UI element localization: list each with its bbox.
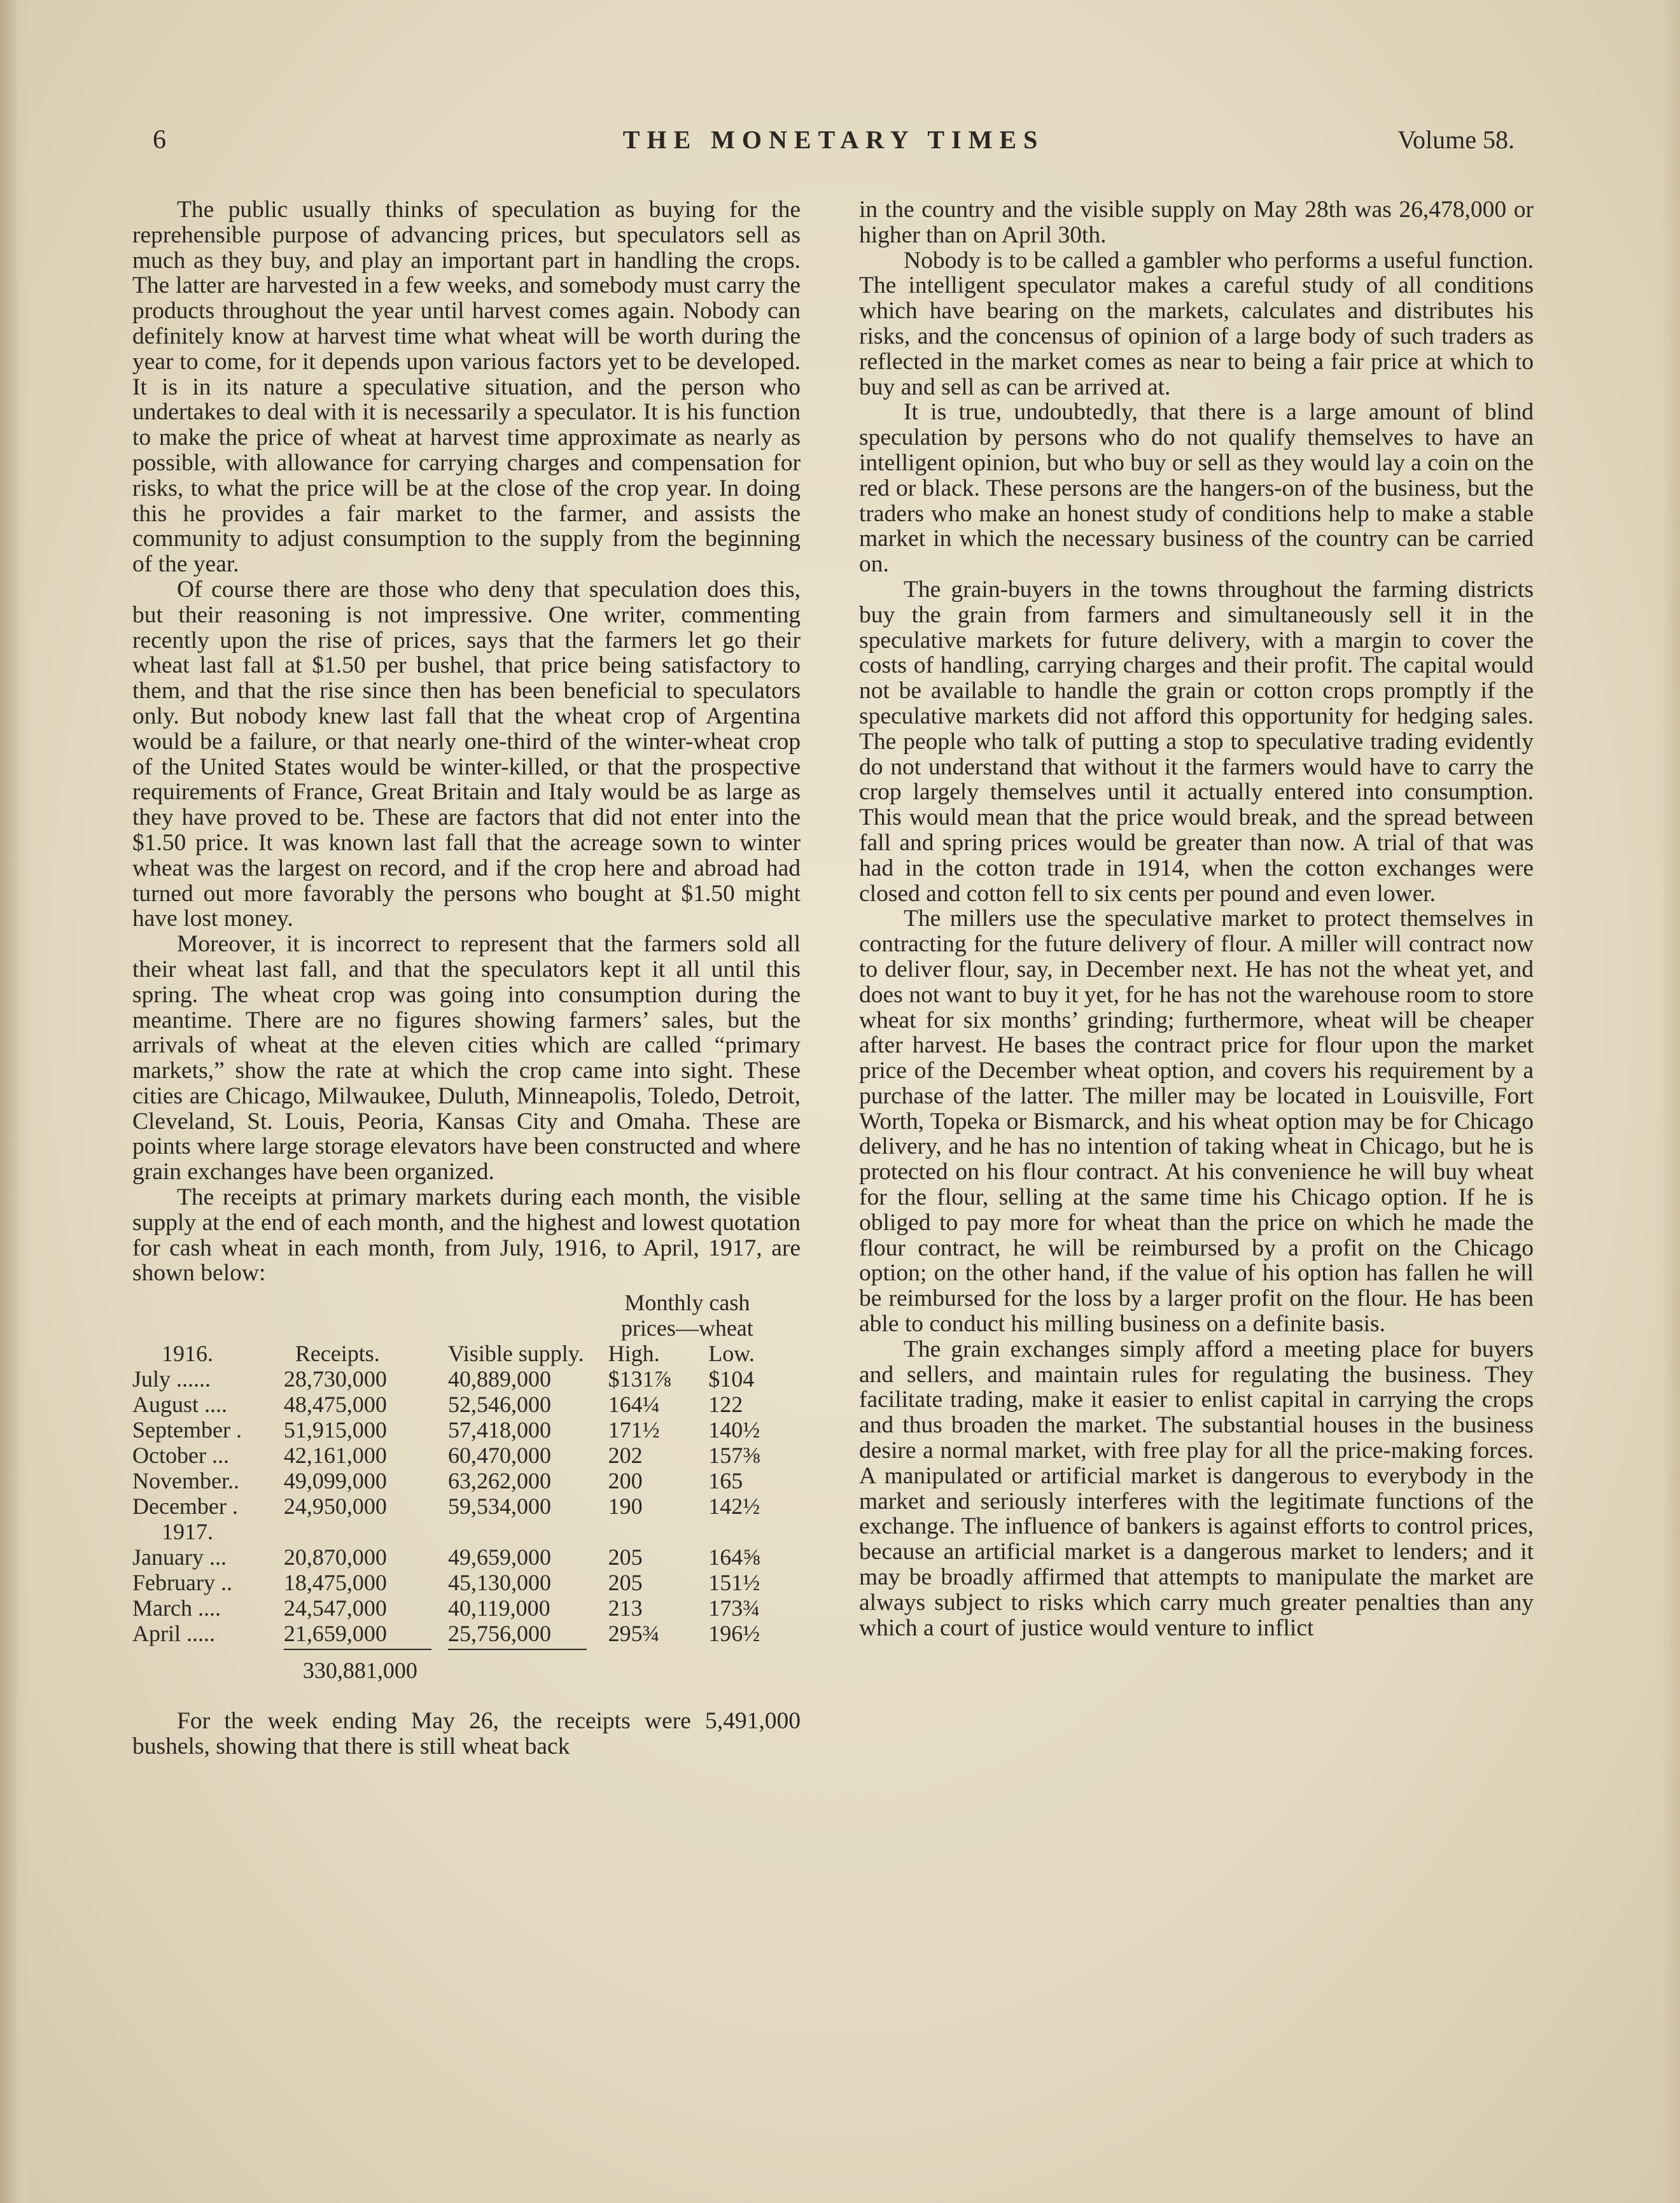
table-row [132,1392,788,1417]
table-row [132,1493,788,1519]
high-price-cell: 205 [608,1570,643,1596]
low-price-cell: 157⅜ [708,1443,760,1469]
receipts-cell: 51,915,000 [283,1417,387,1443]
month-cell: July ...... [132,1366,211,1392]
total-row [132,1653,788,1683]
table-row [132,1595,788,1621]
receipts-cell: 24,547,000 [283,1595,387,1621]
receipts-cell: 20,870,000 [283,1544,387,1570]
low-price-cell: 122 [708,1392,743,1418]
spacer [132,1683,801,1709]
total-rule-row [132,1646,788,1653]
month-cell: September . [132,1417,242,1443]
visible-supply-cell: 40,889,000 [447,1366,551,1392]
table-row [132,1570,788,1595]
header-visible-supply: Visible supply. [447,1341,584,1367]
table-row [132,1621,788,1646]
table-row [132,1443,788,1468]
high-price-cell: 190 [608,1493,643,1520]
low-price-cell: 196½ [708,1621,760,1647]
paragraph: Moreover, it is incorrect to represent that the farmers sold all their wheat last fall, and that the speculators kept it all until this spring. The wheat crop was going into consumption during the meantime. There are no figures showing farmers’ sales, but the arrivals of wheat at the eleven cities which are called “primary markets,” show the rate at which the crop came into sight. These cities are Chicago, Milwaukee, Duluth, Minneapolis, Toledo, Detroit, Cleveland, St. Louis, Peoria, Kansas City and Omaha. These are points where large storage elevators have been constructed and where grain exchanges have been organized. [132,931,801,1185]
header-high: High. [608,1341,660,1367]
paragraph: The public usually thinks of speculation as buying for the reprehensible purpose of advancing prices, but speculators sell as much as they buy, and play an important part in handling the crops. The latter are harvested in a few weeks, and somebody must carry the products throughout the year until harvest comes again. Nobody can definitely know at harvest time what wheat will be worth during the year to come, for it depends upon various factors yet to be developed. It is in its nature a speculative situation, and the person who undertakes to deal with it is necessarily a speculator. It is his function to make the price of wheat at harvest time approximate as nearly as possible, with allowance for carrying charges and compensation for risks, to what the price will be at the close of the crop year. In doing this he provides a fair market to the farmer, and assists the community to adjust consumption to the supply from the beginning of the year. [132,197,801,578]
right-column [859,197,1534,1640]
receipts-cell: 21,659,000 [283,1621,387,1647]
low-price-cell: 140½ [708,1417,760,1443]
month-cell: November.. [132,1468,239,1494]
paragraph: For the week ending May 26, the receipts were 5,491,000 bushels, showing that there is still wheat back [132,1708,801,1760]
visible-supply-cell: 40,119,000 [447,1595,550,1621]
header-receipts: Receipts. [295,1341,380,1367]
high-price-cell: 171½ [608,1417,660,1443]
visible-supply-cell: 60,470,000 [447,1443,551,1469]
high-price-cell: 164¼ [608,1392,660,1418]
table-header-row [132,1290,788,1315]
high-price-cell: 200 [608,1468,643,1494]
rows-1916 [132,1366,788,1519]
visible-supply-cell: 49,659,000 [447,1544,551,1570]
month-cell: January ... [132,1544,227,1570]
low-price-cell: 151½ [708,1570,760,1596]
low-price-cell: $104 [708,1366,755,1392]
paragraph: The grain exchanges simply afford a meeting place for buyers and sellers, and maintain rules for regulating the business. They facilitate trading, make it easier to enlist capital in carrying the crops and thus broaden the market. The substantial houses in the business desire a normal market, with free play for all the price-making forces. A manipulated or artificial market is dangerous to everybody in the market and seriously interferes with the legitimate functions of the exchange. The influence of bankers is against efforts to control prices, because an artificial market is a dangerous market to lenders; and it may be broadly affirmed that attempts to manipulate the market are always subject to risks which carry much greater penalties than any which a court of justice would venture to inflict [859,1336,1534,1641]
volume-label: Volume 58. [1397,125,1515,154]
visible-supply-cell: 59,534,000 [447,1493,551,1520]
low-price-cell: 164⅝ [708,1544,760,1570]
paragraph: The receipts at primary markets during each month, the visible supply at the end of each month, and the highest and lowest quotation for cash wheat in each month, from July, 1916, to April, 1917, are shown below: [132,1184,801,1287]
low-price-cell: 173¾ [708,1595,760,1621]
paragraph: Of course there are those who deny that speculation does this, but their reasoning is not impressive. One writer, commenting recently upon the rise of prices, says that the farmers let go their wheat last fall at $1.50 per bushel, that price being satisfactory to them, and that the rise since then has been beneficial to speculators only. But nobody knew last fall that the wheat crop of Argentina would be a failure, or that nearly one-third of the winter-wheat crop of the United States would be winter-killed, or that the prospective requirements of France, Great Britain and Italy would be as large as they have proved to be. These are factors that did not enter into the $1.50 price. It was known last fall that the acreage sown to winter wheat was the largest on record, and if the crop here and abroad had turned out more favorably the persons who bought at $1.50 might have lost money. [132,576,801,932]
low-price-cell: 142½ [708,1493,760,1520]
paragraph: It is true, undoubtedly, that there is a large amount of blind speculation by persons who do not qualify themselves to have an intelligent opinion, but who buy or sell as they would lay a coin on the red or black. These persons are the hangers-on of the business, but the traders who make an honest study of conditions help to make a stable market in which the necessary business of the country can be carried on. [859,399,1534,578]
header-year: 1916. [162,1341,213,1367]
paragraph: Nobody is to be called a gambler who performs a useful function. The intelligent speculator makes a careful study of all conditions which have bearing on the markets, calculates and distributes his risks, and the concensus of opinion of a large body of such traders as reflected in the market comes as near to being a fair price at which to buy and sell as can be arrived at. [859,247,1534,400]
total-rule [284,1649,431,1650]
binding-edge [0,0,29,2203]
page-header [153,125,1515,163]
receipts-cell: 48,475,000 [283,1392,387,1418]
visible-supply-cell: 57,418,000 [447,1417,551,1443]
table-row [132,1519,788,1544]
paragraph-continued: in the country and the visible supply on May 28th was 26,478,000 or higher than on April 30th. [859,197,1534,248]
header-monthly-line2: prices—wheat [620,1315,753,1341]
month-cell: December . [132,1493,238,1520]
receipts-cell: 18,475,000 [283,1570,387,1596]
receipts-table [132,1290,788,1683]
table-row [132,1366,788,1392]
month-cell: February .. [132,1570,232,1596]
receipts-cell: 49,099,000 [283,1468,387,1494]
left-column [132,197,801,1759]
total-receipts: 330,881,000 [302,1658,417,1684]
total-rule [448,1649,587,1650]
masthead-title: THE MONETARY TIMES [622,125,1045,154]
visible-supply-cell: 45,130,000 [447,1570,551,1596]
table-row [132,1544,788,1570]
table-row [132,1417,788,1443]
visible-supply-cell: 63,262,000 [447,1468,551,1494]
visible-supply-cell: 52,546,000 [447,1392,551,1418]
high-price-cell: 202 [608,1443,643,1469]
rows-1917 [132,1544,788,1646]
header-low: Low. [708,1341,755,1367]
page-number: 6 [153,125,166,155]
table-row [132,1468,788,1493]
low-price-cell: 165 [708,1468,743,1494]
paragraph: The millers use the speculative market to protect themselves in contracting for the future delivery of flour. A miller will contract now to deliver flour, say, in December next. He has not the wheat yet, and does not want to buy it yet, for he has not the warehouse room to store wheat for six months’ grinding; furthermore, wheat will be cheaper after harvest. He bases the contract price for flour upon the market price of the December wheat option, and covers his requirement by a purchase of the latter. The miller may be located in Louisville, Fort Worth, Topeka or Bismarck, and his wheat option may be for Chicago delivery, and he has no intention of taking wheat in Chicago, but he is protected on his flour contract. At his convenience he will buy wheat for the flour, selling at the same time his Chicago option. If he is obliged to pay more for wheat than the price on which he made the flour contract, he will be reimbursed by a profit on the Chicago option; on the other hand, if the value of his option has fallen he will be reimbursed for the loss by a larger profit on the flour. He has been able to conduct his milling business on a definite basis. [859,906,1534,1338]
paragraph: The grain-buyers in the towns throughout the farming districts buy the grain from farmers and simultaneously sell it in the speculative markets for future delivery, with a margin to cover the costs of handling, carrying charges and their profit. The capital would not be available to handle the grain or cotton crops promptly if the speculative markets did not afford this opportunity for hedging sales. The people who talk of putting a stop to speculative trading evidently do not understand that without it the farmers would have to carry the crop largely themselves until it actually entered into consumption. This would mean that the price would break, and the spread between fall and spring prices would be greater than now. A trial of that was had in the cotton trade in 1914, when the cotton exchanges were closed and cotton fell to six cents per pound and even lower. [859,576,1534,907]
receipts-cell: 42,161,000 [283,1443,387,1469]
high-price-cell: 205 [608,1544,643,1570]
year-label: 1917. [162,1519,213,1545]
receipts-cell: 28,730,000 [283,1366,387,1392]
month-cell: August .... [132,1392,228,1418]
month-cell: October ... [132,1443,229,1469]
high-price-cell: 213 [608,1595,643,1621]
month-cell: March .... [132,1595,221,1621]
visible-supply-cell: 25,756,000 [447,1621,551,1647]
high-price-cell: 295¾ [608,1621,660,1647]
page-edge [1661,0,1680,2203]
header-monthly-line1: Monthly cash [624,1290,750,1316]
month-cell: April ..... [132,1621,215,1647]
high-price-cell: $131⅞ [608,1366,671,1392]
receipts-cell: 24,950,000 [283,1493,387,1520]
